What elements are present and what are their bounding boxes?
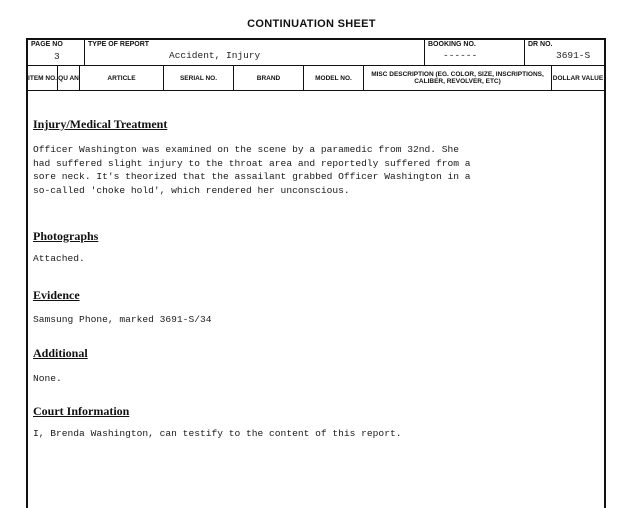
col-misc-description: MISC DESCRIPTION (EG. COLOR, SIZE, INSCRIPTIONS, CALIBER, REVOLVER, ETC) bbox=[364, 66, 552, 90]
booking-label: BOOKING NO. bbox=[428, 41, 476, 48]
photographs-text: Attached. bbox=[33, 253, 85, 264]
dr-no-label: DR NO. bbox=[528, 41, 553, 48]
sheet-title: CONTINUATION SHEET bbox=[247, 18, 376, 30]
page-no-value: 3 bbox=[54, 51, 60, 62]
page-no-cell bbox=[28, 40, 85, 65]
col-brand: BRAND bbox=[234, 66, 304, 90]
evidence-text: Samsung Phone, marked 3691-S/34 bbox=[33, 314, 212, 325]
col-item-no: ITEM NO. bbox=[28, 66, 58, 90]
dr-no-cell bbox=[525, 40, 604, 65]
col-article: ARTICLE bbox=[80, 66, 164, 90]
col-dollar-value: DOLLAR VALUE bbox=[552, 74, 604, 82]
dr-no-value: 3691-S bbox=[556, 50, 591, 61]
column-header-row bbox=[28, 66, 604, 91]
additional-heading: Additional bbox=[33, 346, 88, 360]
court-information-text: I, Brenda Washington, can testify to the content of this report. bbox=[33, 428, 402, 439]
photographs-heading: Photographs bbox=[33, 229, 99, 243]
additional-text: None. bbox=[33, 373, 62, 384]
report-type-label: TYPE OF REPORT bbox=[88, 41, 150, 48]
col-quantity: QU AN bbox=[58, 66, 80, 90]
report-type-value: Accident, Injury bbox=[169, 50, 261, 61]
col-model-no: MODEL NO. bbox=[304, 66, 364, 90]
header-row bbox=[28, 40, 604, 66]
booking-value: ------ bbox=[443, 50, 478, 61]
page-no-label: PAGE NO bbox=[31, 41, 63, 48]
booking-cell bbox=[425, 40, 525, 65]
report-type-cell bbox=[85, 40, 425, 65]
col-serial-no: SERIAL NO. bbox=[164, 66, 234, 90]
court-information-heading: Court Information bbox=[33, 404, 130, 418]
evidence-heading: Evidence bbox=[33, 288, 80, 302]
injury-heading: Injury/Medical Treatment bbox=[33, 117, 168, 131]
injury-text: Officer Washington was examined on the scene by a paramedic from 32nd. She had suffered slight injury to the throat area and reportedly suffered from a sore neck. It's theorized that the assailant grabbed Officer Washington in a so-called 'choke hold', which rendered her unconscious. bbox=[33, 144, 471, 196]
